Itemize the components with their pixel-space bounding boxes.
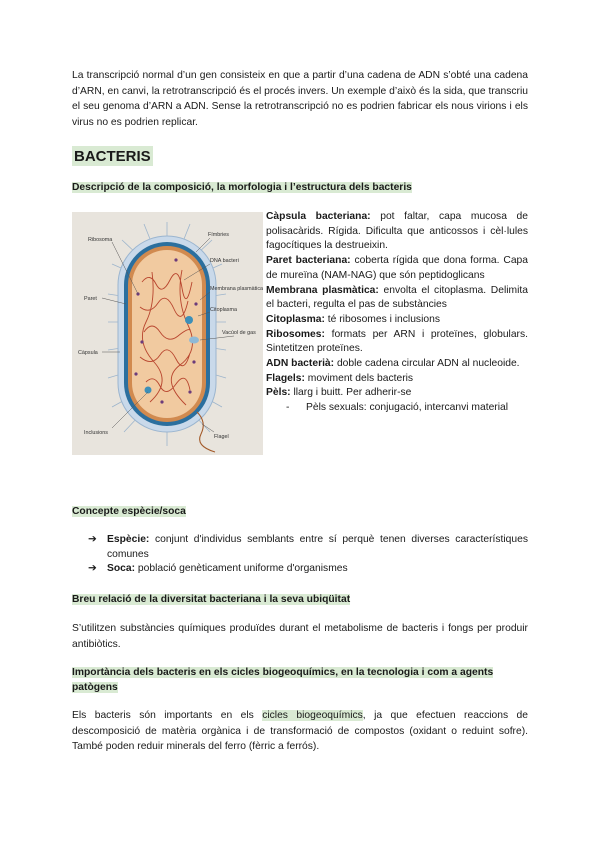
list-item-text — [107, 533, 528, 562]
definition-capsule — [266, 210, 528, 254]
label-flagel: Flagel — [214, 434, 229, 440]
label-vacuol: Vacúol de gas — [222, 330, 256, 336]
desc: llarg i buitt. Per adherir-se — [290, 387, 412, 399]
desc: població genèticament uniforme d'organismes — [135, 563, 348, 575]
definition-flagella — [266, 372, 528, 387]
text-before: Els bacteris són importants en els — [72, 710, 263, 721]
label-paret: Paret — [84, 296, 97, 302]
definition-cytoplasm — [266, 313, 528, 328]
main-heading: BACTERIS — [74, 148, 151, 165]
highlighted-term: cicles biogeoquímics — [262, 710, 363, 721]
section2-title-text: Concepte espècie/soca — [72, 506, 186, 517]
list-item — [88, 562, 528, 577]
desc: té ribosomes i inclusions — [324, 313, 440, 325]
desc: coberta rígida que dona forma. Capa de mureïna (NAM-NAG) que són peptidoglicans — [266, 255, 529, 281]
term: Flagels: — [266, 372, 305, 384]
label-fimbries: Fímbries — [208, 232, 229, 238]
definition-sex-pili — [266, 401, 528, 416]
section1-title — [72, 180, 412, 195]
gas-vacuole — [189, 337, 199, 344]
term: ADN bacterià: — [266, 358, 335, 370]
section3-paragraph: S’utilitzen substàncies químiques produïdes durant el metabolisme de bacteris i fongs per produir antibiòtics. — [72, 623, 528, 650]
structure-definitions — [266, 210, 528, 416]
sub-text: Pèls sexuals: conjugació, intercanvi material — [306, 402, 509, 414]
term: Espècie: — [107, 534, 150, 545]
label-ribosoma: Ribosoma — [88, 237, 113, 243]
dash: - — [286, 402, 290, 414]
section4-paragraph — [72, 708, 528, 755]
section4-title-line2: patògens — [72, 682, 118, 693]
term: Soca: — [107, 563, 136, 575]
term: Citoplasma: — [266, 313, 325, 325]
desc: formats per ARN i proteïnes, globulars. Sintetitzen proteïnes. — [266, 328, 528, 355]
definition-wall — [266, 254, 528, 283]
list-item-text — [107, 562, 528, 577]
species-strain-list — [88, 533, 528, 577]
inclusion-granule — [145, 387, 152, 394]
section3-title — [72, 592, 350, 607]
bacterium-diagram — [72, 212, 263, 455]
term: Càpsula bacteriana: — [266, 211, 371, 222]
label-citoplasma: Citoplasma — [210, 307, 237, 313]
section4-title — [72, 665, 493, 695]
term: Ribosomes: — [266, 328, 325, 340]
term: Pèls: — [266, 387, 291, 399]
desc: doble cadena circular ADN al nucleoide. — [334, 358, 520, 370]
bacterium-diagram-svg — [72, 212, 263, 455]
arrow-icon: ➔ — [88, 563, 97, 575]
desc: envolta el citoplasma. Delimita el bacteri, regulta el pas de substàncies — [266, 284, 528, 311]
list-item — [88, 533, 528, 562]
term: Paret bacteriana: — [266, 255, 351, 267]
desc: pot faltar, capa mucosa de polisacàrids. Rígida. Dificulta que anticossos i cèl·lules fagocítiques la destrueixin. — [266, 211, 528, 252]
section1-title-text: Descripció de la composició, la morfologia i l’estructura dels bacteris — [72, 182, 412, 193]
section4-title-line1: Importància dels bacteris en els cicles biogeoquímics, en la tecnologia i com a agents — [72, 667, 494, 678]
inclusion-granule — [185, 316, 193, 324]
intro-paragraph: La transcripció normal d’un gen consisteix en que a partir d’una cadena de ADN s’obté una cadena d’ARN, en canvi, la retrotranscripció és el procés invers. Un exemple d’això és la sida, que transcriu el seu genoma d’ARN a ADN. Sense la retrotranscripció no es podrien fabricar els nous virions i els virus no es podrien replicar. — [72, 70, 528, 128]
definition-pili — [266, 386, 528, 401]
label-inclusions: Inclusions — [84, 430, 108, 436]
term: Membrana plasmàtica: — [266, 284, 379, 296]
definition-membrane — [266, 284, 528, 313]
definition-dna — [266, 357, 528, 372]
section3-title-text: Breu relació de la diversitat bacteriana i la seva ubiqüitat — [72, 594, 351, 605]
label-capsula: Càpsula — [78, 350, 98, 356]
definition-ribosomes — [266, 328, 528, 357]
desc: conjunt d'individus semblants entre sí perquè tenen diverses característiques comunes — [107, 534, 528, 560]
label-dna: DNA bacteri — [210, 258, 239, 264]
arrow-icon: ➔ — [88, 534, 97, 545]
section2-title — [72, 504, 186, 519]
label-membrana: Membrana plasmàtica — [210, 286, 263, 292]
desc: moviment dels bacteris — [304, 372, 414, 384]
text-after: , ja que efectuen reaccions de descomposició de matèria orgànica i de transformació de compostos (oxidant o reduint sofre). També poden reduir minerals del ferro (fèrric a ferrós). — [72, 710, 528, 753]
